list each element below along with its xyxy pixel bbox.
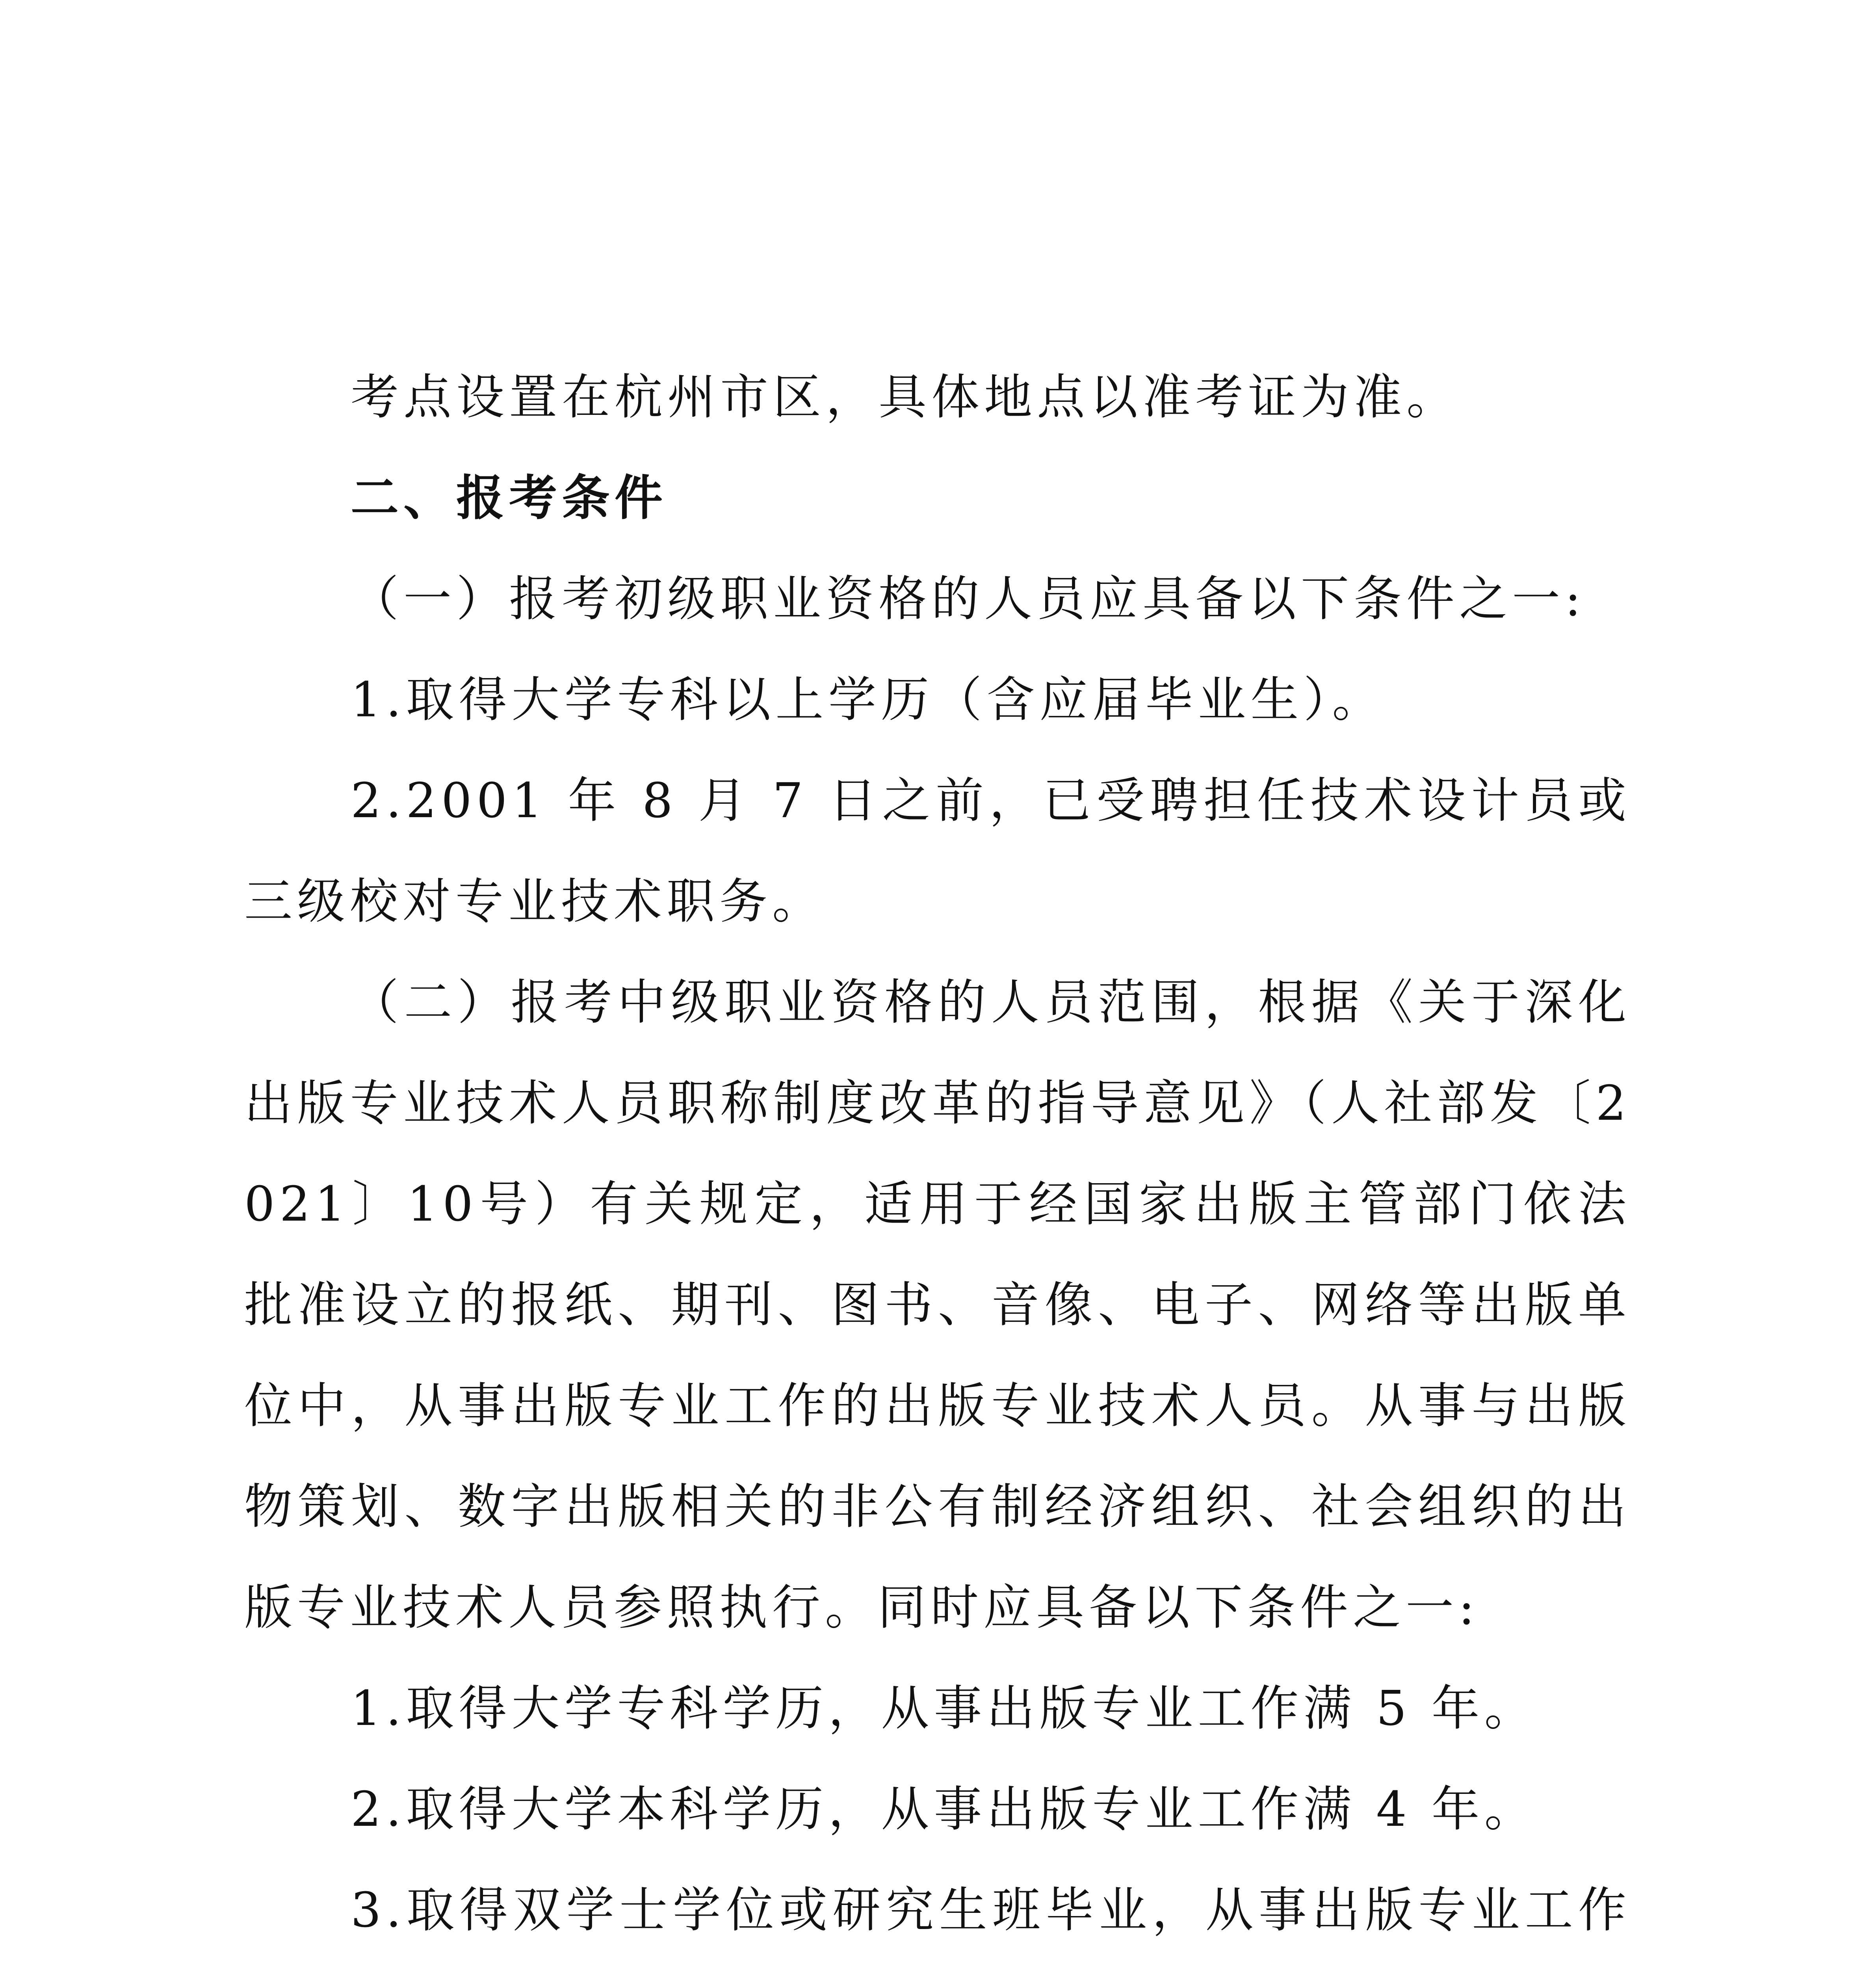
list-item-intermediate-1: 1.取得大学专科学历，从事出版专业工作满 5 年。 [351,1680,1537,1736]
list-item-junior-2: 2.2001 年 8 月 7 日之前，已受聘担任技术设计员或三级校对专业技术职务。 [244,773,1631,929]
paragraph-exam-location: 考点设置在杭州市区，具体地点以准考证为准。 [351,369,1459,425]
list-item-junior-1: 1.取得大学专科以上学历（含应届毕业生）。 [351,672,1385,728]
list-item-intermediate-2: 2.取得大学本科学历，从事出版专业工作满 4 年。 [351,1781,1537,1837]
subsection-intermediate-qualification: （二）报考中级职业资格的人员范围，根据《关于深化出版专业技术人员职称制度改革的指导意见》（人社部发〔2021〕10号）有关规定，适用于经国家出版主管部门依法批准设立的报纸、期刊、图书、音像、电子、网络等出版单位中，从事出版专业工作的出版专业技术人员。从事与出版物策划、数字出版相关的非公有制经济组织、社会组织的出版专业技术人员参照执行。同时应具备以下条件之一: [244,974,1631,1635]
subsection-junior-qualification: （一）报考初级职业资格的人员应具备以下条件之一: [351,571,1586,627]
list-item-intermediate-3: 3.取得双学士学位或研究生班毕业，从事出版专业工作 [351,1882,1631,1938]
section-heading-requirements: 二、报考条件 [351,470,667,526]
document-body [244,347,1631,1970]
